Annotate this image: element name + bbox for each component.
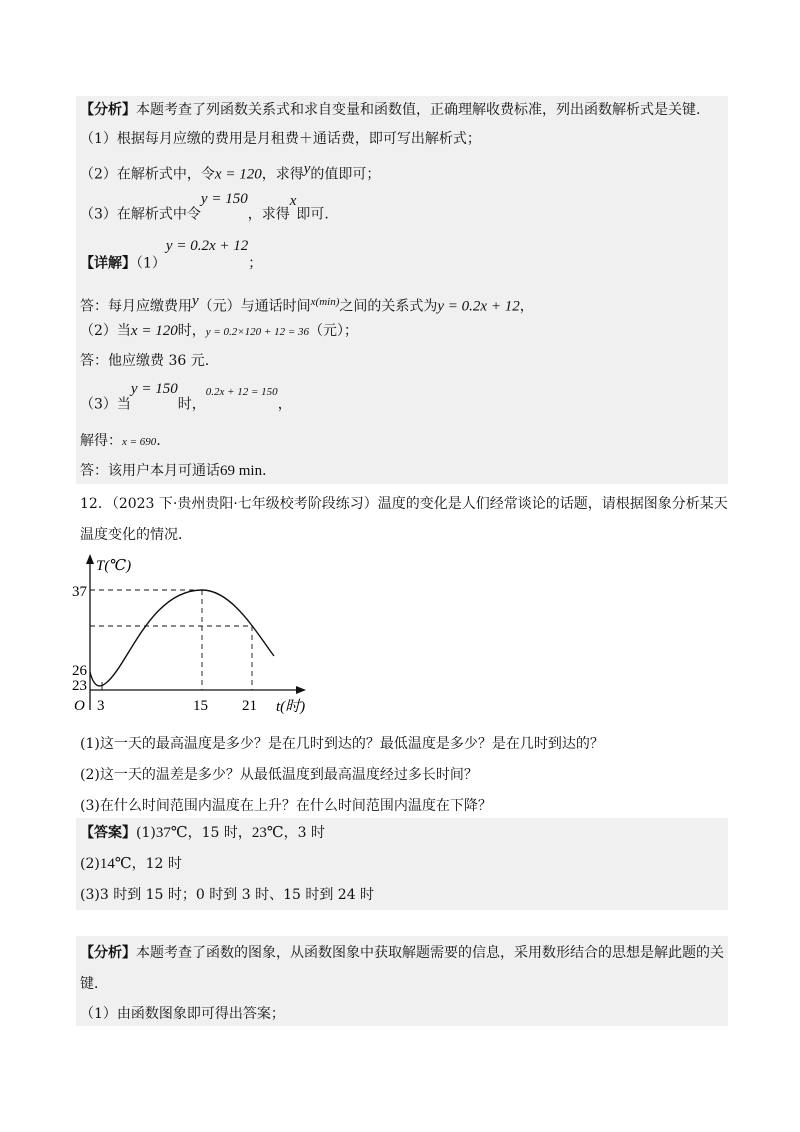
analysis1-p2: （2）在解析式中，令x = 120，求得$^y$的值即可； bbox=[80, 161, 381, 183]
x-axis-arrow bbox=[296, 686, 306, 694]
y-tick-23: 23 bbox=[72, 678, 87, 694]
math-x-120: x = 120 bbox=[214, 166, 262, 183]
y-axis-label: T(℃) bbox=[96, 558, 132, 574]
x-axis-label: t(时) bbox=[276, 699, 306, 715]
analysis12-tag: 【分析】 bbox=[80, 945, 136, 961]
analysis12-p1: （1）由函数图象即可得出答案； bbox=[80, 1006, 285, 1022]
analysis1-p3: （3）在解析式中令$^{y = 150}$，求得$^x$即可. bbox=[80, 191, 329, 223]
detail1-solve: 解得：x = 690． bbox=[80, 433, 171, 449]
math-formula: y = 0.2x + 12 bbox=[165, 238, 249, 254]
detail1-p2: （2）当x = 120时，y = 0.2×120 + 12 = 36（元）； bbox=[80, 323, 359, 339]
question12-sub3: (3)在什么时间范围内温度在上升？在什么时间范围内温度在下降？ bbox=[80, 798, 492, 814]
temperature-graph bbox=[60, 550, 320, 720]
answer12-a1: 【答案】(1)37℃，15 时，23℃，3 时 bbox=[80, 825, 326, 841]
analysis-tag: 【分析】 bbox=[80, 102, 136, 118]
detail1-p1: 【详解】$(1)^{y = 0.2x + 12}$； bbox=[80, 238, 263, 272]
analysis12-line1: 【分析】本题考查了函数的图象，从函数图象中获取解题需要的信息，采用数形结合的思想是解此题的关 bbox=[80, 945, 724, 961]
answer12-a3: (3)3 时到 15 时；0 时到 3 时、15 时到 24 时 bbox=[80, 887, 375, 903]
analysis1-p1: （1）根据每月应缴的费用是月租费＋通话费，即可写出解析式； bbox=[80, 131, 481, 147]
y-tick-26: 26 bbox=[72, 663, 87, 679]
detail1-p3: （3）当$^{y = 150}$时，$^{0.2x + 12 = 150}$， bbox=[80, 381, 292, 413]
detail-tag: 【详解】 bbox=[80, 255, 136, 272]
temperature-curve bbox=[90, 590, 274, 686]
y-axis-arrow bbox=[86, 554, 94, 564]
detail1-ans3: 答：该用户本月可通话69 min． bbox=[80, 463, 277, 479]
origin-label: O bbox=[74, 698, 85, 714]
x-tick-3: 3 bbox=[97, 698, 105, 714]
question12-line2: 温度变化的情况． bbox=[80, 527, 192, 543]
question12-sub1: (1)这一天的最高温度是多少？是在几时到达的？最低温度是多少？是在几时到达的？ bbox=[80, 736, 604, 752]
math-x: x bbox=[289, 193, 297, 209]
x-tick-21: 21 bbox=[242, 698, 257, 714]
math-y: y bbox=[303, 161, 311, 177]
analysis1-intro: 【分析】本题考查了列函数关系式和求自变量和函数值，正确理解收费标准，列出函数解析式是关键. bbox=[80, 102, 701, 118]
analysis-detail-block bbox=[76, 96, 728, 484]
analysis12-line2: 键． bbox=[80, 976, 108, 992]
detail1-ans1: 答：每月应缴费用$^y$（元）与通话时间$^{x(min)}$之间的关系式为y = 0.2x + 12， bbox=[80, 293, 534, 315]
x-tick-15: 15 bbox=[193, 698, 208, 714]
answer-tag: 【答案】 bbox=[80, 825, 136, 841]
answer12-a2: (2)14℃，12 时 bbox=[80, 856, 182, 872]
math-y-150: y = 150 bbox=[200, 191, 248, 207]
question12-line1: 12．（2023 下·贵州贵阳·七年级校考阶段练习）温度的变化是人们经常谈论的话题，请根据图象分析某天 bbox=[80, 496, 728, 512]
detail1-ans2: 答：他应缴费 36 元. bbox=[80, 353, 210, 369]
question12-sub2: (2)这一天的温差是多少？从最低温度到最高温度经过多长时间？ bbox=[80, 767, 478, 783]
y-tick-37: 37 bbox=[72, 584, 87, 600]
